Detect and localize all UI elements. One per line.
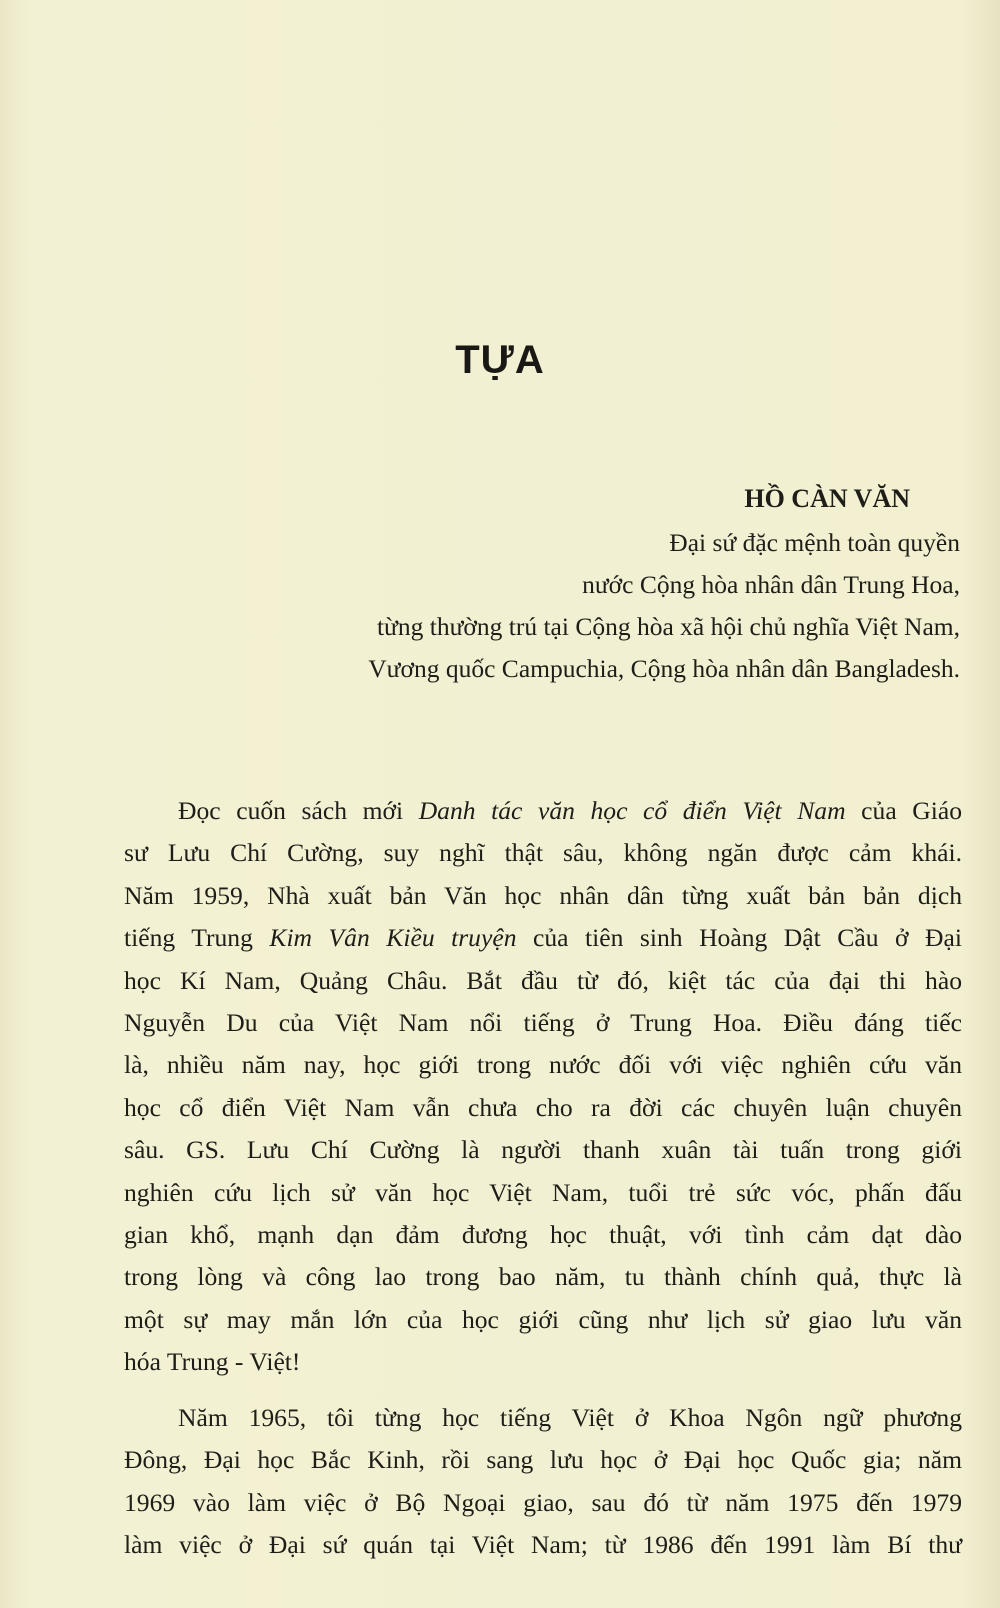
text-segment: của Giáo [845,796,962,825]
text-line [124,1397,962,1439]
text-segment: Đông, Đại học Bắc Kinh, rồi sang lưu học ở Đại học Quốc gia; năm [124,1445,962,1475]
text-line [124,1341,962,1383]
text-segment: sâu. GS. Lưu Chí Cường là người thanh xuân tài tuấn trong giới [124,1135,962,1165]
text-line [124,1002,962,1044]
author-name: HỒ CÀN VĂN [744,484,910,513]
text-segment: Năm 1959, Nhà xuất bản Văn học nhân dân từng xuất bản bản dịch [124,880,962,910]
text-line [124,875,962,917]
text-segment: học Kí Nam, Quảng Châu. Bắt đầu từ đó, kiệt tác của đại thi hào [124,965,962,995]
text-line [124,1299,962,1341]
text-line [124,1482,962,1524]
text-segment: làm việc ở Đại sứ quán tại Việt Nam; từ 1986 đến 1991 làm Bí thư [124,1529,962,1559]
text-line [124,1256,962,1298]
text-line [124,1129,962,1171]
text-segment: gian khổ, mạnh dạn đảm đương học thuật, với tình cảm dạt dào [124,1220,962,1250]
text-segment: một sự may mắn lớn của học giới cũng như lịch sử giao lưu văn [124,1304,962,1334]
text-line [124,1214,962,1256]
text-segment: học cổ điển Việt Nam vẫn chưa cho ra đời các chuyên luận chuyên [124,1092,962,1122]
author-title-line: Vương quốc Campuchia, Cộng hòa nhân dân Bangladesh. [368,654,960,683]
text-line [124,832,962,874]
author-title-line: Đại sứ đặc mệnh toàn quyền [669,528,960,557]
text-segment: nghiên cứu lịch sử văn học Việt Nam, tuổi trẻ sức vóc, phấn đấu [124,1177,962,1207]
author-title-line: nước Cộng hòa nhân dân Trung Hoa, [582,570,960,599]
text-line [124,1524,962,1566]
author-title-line: từng thường trú tại Cộng hòa xã hội chủ nghĩa Việt Nam, [376,612,960,641]
text-segment: Đọc cuốn sách mới [178,796,419,825]
text-segment: Năm 1965, tôi từng học tiếng Việt ở Khoa Ngôn ngữ phương [178,1402,962,1432]
text-segment: của tiên sinh Hoàng Dật Cầu ở Đại [516,923,962,953]
text-segment: trong lòng và công lao trong bao năm, tu thành chính quả, thực là [124,1262,962,1292]
text-line [124,1439,962,1481]
text-segment: sư Lưu Chí Cường, suy nghĩ thật sâu, không ngăn được cảm khái. [124,838,962,868]
book-title-italic: Kim Vân Kiều truyện [269,923,517,953]
book-title-italic: Danh tác văn học cổ điển Việt Nam [418,796,846,825]
body-text [124,790,962,1566]
text-line [124,1172,962,1214]
author-block [140,478,960,690]
page-title: TỰA [455,338,545,382]
paragraph [124,790,962,1384]
text-line [124,790,962,832]
text-line [124,960,962,1002]
text-line [124,1044,962,1086]
paragraph [124,1397,962,1567]
text-line [124,1087,962,1129]
text-segment: 1969 vào làm việc ở Bộ Ngoại giao, sau đó từ năm 1975 đến 1979 [124,1487,962,1517]
text-segment: Nguyễn Du của Việt Nam nổi tiếng ở Trung Hoa. Điều đáng tiếc [124,1008,962,1038]
text-segment: hóa Trung - Việt! [124,1347,301,1377]
text-segment: tiếng Trung [124,923,270,953]
text-line [124,917,962,959]
text-segment: là, nhiều năm nay, học giới trong nước đối với việc nghiên cứu văn [124,1050,962,1080]
